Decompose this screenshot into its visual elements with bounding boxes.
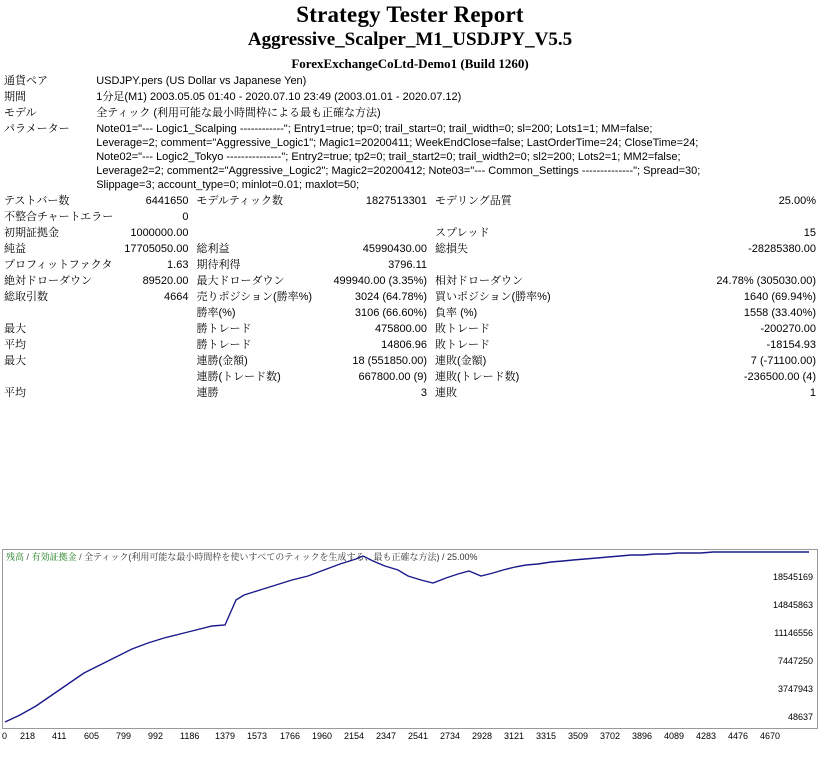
strategy-name: Aggressive_Scalper_M1_USDJPY_V5.5	[247, 29, 573, 50]
stat-label: 期待利得	[196, 259, 241, 271]
balance-line	[5, 552, 809, 722]
stat-value	[92, 385, 192, 401]
symbol-value: USDJPY.pers (US Dollar vs Japanese Yen)	[96, 75, 307, 87]
stat-value	[92, 305, 192, 321]
x-tick-label: 992	[148, 731, 164, 741]
table-row	[0, 241, 820, 257]
x-tick-label: 3509	[568, 731, 589, 741]
stat-value: 17705050.00	[124, 243, 189, 255]
stat-label: 不整合チャートエラー	[4, 211, 114, 223]
stat-label: 売りポジション(勝率%)	[196, 291, 313, 303]
table-row	[0, 273, 820, 289]
stat-label: 連敗	[435, 387, 458, 399]
legend-model: 全ティック(利用可能な最小時間枠を使いすべてのティックを生成する、最も正確な方法) / 25.00%	[84, 552, 478, 562]
legend-separator: /	[26, 552, 30, 562]
stat-value: -200270.00	[760, 323, 816, 335]
stat-label: モデルティック数	[196, 195, 284, 207]
model-value: 全ティック (利用可能な最小時間枠による最も正確な方法)	[96, 107, 381, 119]
chart-y-axis	[753, 550, 815, 728]
report-title-block	[0, 0, 820, 73]
stat-value: 1827513301	[365, 195, 428, 207]
stat-label: 最大	[4, 323, 26, 335]
x-tick-label: 4089	[664, 731, 685, 741]
stat-value	[311, 209, 431, 225]
stat-value: 1640 (69.94%)	[743, 291, 816, 303]
stat-value: 0	[182, 211, 189, 223]
parameter-line: Leverage=2; comment="Aggressive_Logic1"; Magic1=20200411; WeekEndClose=false; LastOrderTime=24; CloseTime=24;	[96, 137, 699, 149]
stat-value: 3	[420, 387, 428, 399]
stat-label: 最大ドローダウン	[196, 275, 285, 287]
table-row	[0, 105, 820, 121]
stat-value: 7 (-71100.00)	[750, 355, 816, 367]
stat-label: プロフィットファクタ	[4, 259, 113, 271]
table-row	[0, 353, 820, 369]
x-tick-label: 2734	[440, 731, 461, 741]
stat-value: 1	[809, 387, 816, 399]
stat-label: 相対ドローダウン	[435, 275, 524, 287]
stat-label: 連敗(トレード数)	[435, 371, 520, 383]
legend-separator: /	[79, 552, 82, 562]
table-row	[0, 209, 820, 225]
stat-value: 24.78% (305030.00)	[716, 275, 816, 287]
x-tick-label: 4670	[760, 731, 781, 741]
x-tick-label: 3896	[632, 731, 653, 741]
stat-value: 3024 (64.78%)	[354, 291, 428, 303]
equity-chart	[2, 549, 818, 729]
stat-value	[92, 321, 192, 337]
x-tick-label: 3315	[536, 731, 557, 741]
x-tick-label: 0	[2, 731, 8, 741]
x-tick-label: 799	[116, 731, 132, 741]
stat-value: 25.00%	[778, 195, 816, 207]
stat-value: 45990430.00	[362, 243, 428, 255]
chart-plot	[3, 550, 817, 728]
stat-value: 475800.00	[375, 323, 428, 335]
broker-build: ForexExchangeCoLtd-Demo1 (Build 1260)	[291, 56, 529, 71]
stat-label: 総損失	[435, 243, 469, 255]
stat-label	[192, 209, 310, 225]
stat-value	[92, 337, 192, 353]
stat-label: 敗トレード	[435, 323, 491, 335]
table-row	[0, 305, 820, 321]
stat-label	[0, 369, 92, 385]
stat-label	[431, 209, 581, 225]
x-tick-label: 3702	[600, 731, 621, 741]
y-tick-label: 48637	[787, 712, 813, 722]
stat-value: 1000000.00	[130, 227, 189, 239]
stat-value: 18 (551850.00)	[352, 355, 428, 367]
chart-x-axis	[2, 731, 818, 747]
parameters-label: パラメーター	[4, 123, 70, 135]
parameter-line: Note01="--- Logic1_Scalping ------------"; Entry1=true; tp=0; trail_start=0; trail_width=0; sl=200; Lots1=1; MM=false;	[96, 123, 653, 135]
stat-label: スプレッド	[435, 227, 490, 239]
stat-value: 14806.96	[381, 339, 428, 351]
y-tick-label: 18545169	[772, 572, 813, 582]
x-tick-label: 4283	[696, 731, 717, 741]
stat-label	[192, 225, 310, 241]
parameters-value	[92, 121, 820, 193]
stat-label: 買いポジション(勝率%)	[435, 291, 551, 303]
stat-label: 平均	[4, 339, 26, 351]
x-tick-label: 2928	[472, 731, 493, 741]
stat-value: 667800.00 (9)	[358, 371, 428, 383]
table-row	[0, 121, 820, 193]
stat-label: 連勝(トレード数)	[196, 371, 281, 383]
stat-value: 499940.00 (3.35%)	[333, 275, 428, 287]
stat-value	[581, 209, 820, 225]
y-tick-label: 11146556	[774, 628, 813, 638]
stat-label: モデリング品質	[435, 195, 512, 207]
table-row	[0, 257, 820, 273]
page-title: Strategy Tester Report	[296, 2, 524, 27]
x-tick-label: 1573	[247, 731, 268, 741]
stat-value: 89520.00	[142, 275, 189, 287]
stat-value: -28285380.00	[748, 243, 816, 255]
stat-label: 平均	[4, 387, 26, 399]
parameter-line: Note02="--- Logic2_Tokyo ---------------"; Entry2=true; tp2=0; trail_start2=0; trail_width2=0; sl2=200; Lots2=1; MM2=false;	[96, 151, 681, 163]
stat-label: 総取引数	[4, 291, 48, 303]
stat-label: 敗トレード	[435, 339, 491, 351]
table-row	[0, 369, 820, 385]
x-tick-label: 411	[52, 731, 67, 741]
table-row	[0, 289, 820, 305]
stat-value: 15	[803, 227, 816, 239]
y-tick-label: 3747943	[777, 684, 813, 694]
x-tick-label: 3121	[504, 731, 525, 741]
stat-value: 6441650	[145, 195, 189, 207]
stat-label: 最大	[4, 355, 26, 367]
x-tick-label: 1379	[215, 731, 236, 741]
period-value: 1分足(M1) 2003.05.05 01:40 - 2020.07.10 23:49 (2003.01.01 - 2020.07.12)	[96, 91, 462, 103]
stat-value	[311, 225, 431, 241]
stat-value	[581, 257, 820, 273]
x-tick-label: 4476	[728, 731, 749, 741]
report-stats-table	[0, 193, 820, 401]
stat-label: 勝トレード	[196, 323, 252, 335]
x-tick-label: 1186	[180, 731, 200, 741]
y-tick-label: 14845863	[772, 600, 813, 610]
legend-equity: 有効証拠金	[31, 552, 77, 562]
stat-label: 連敗(金額)	[435, 355, 487, 367]
model-label: モデル	[4, 107, 37, 119]
stat-value	[92, 369, 192, 385]
stat-value: -236500.00 (4)	[743, 371, 816, 383]
legend-balance: 残高	[6, 552, 25, 562]
x-tick-label: 2541	[408, 731, 429, 741]
stat-label: 連勝	[196, 387, 219, 399]
x-tick-label: 2347	[376, 731, 397, 741]
stat-label: テストバー数	[4, 195, 70, 207]
x-tick-label: 218	[20, 731, 36, 741]
table-row	[0, 225, 820, 241]
stat-label: 純益	[4, 243, 26, 255]
x-tick-label: 1766	[280, 731, 301, 741]
table-row	[0, 89, 820, 105]
x-tick-label: 605	[84, 731, 100, 741]
stat-label: 負率 (%)	[435, 307, 478, 319]
symbol-label: 通貨ペア	[4, 75, 48, 87]
stat-value: 3106 (66.60%)	[354, 307, 428, 319]
stat-label	[0, 305, 92, 321]
x-tick-label: 2154	[344, 731, 365, 741]
parameter-line: Leverage2=2; comment2="Aggressive_Logic2"; Magic2=20200412; Note03="--- Common_Settings --------------"; Spread=30;	[96, 165, 701, 177]
stat-label: 連勝(金額)	[196, 355, 248, 367]
stat-value	[92, 353, 192, 369]
stat-label: 初期証拠金	[4, 227, 59, 239]
table-row	[0, 73, 820, 89]
stat-label	[431, 257, 581, 273]
table-row	[0, 321, 820, 337]
report-header-table	[0, 73, 820, 193]
period-label: 期間	[4, 91, 26, 103]
stat-label: 勝トレード	[196, 339, 252, 351]
table-row	[0, 337, 820, 353]
stat-label: 絶対ドローダウン	[4, 275, 92, 287]
stat-label: 勝率(%)	[196, 307, 236, 319]
stat-label: 総利益	[196, 243, 230, 255]
x-tick-label: 1960	[312, 731, 333, 741]
parameter-line: Slippage=3; account_type=0; minlot=0.01; maxlot=50;	[96, 179, 360, 191]
table-row	[0, 385, 820, 401]
stat-value: 3796.11	[388, 259, 428, 271]
table-row	[0, 193, 820, 209]
stat-value: 1.63	[167, 259, 189, 271]
stat-value: -18154.93	[766, 339, 816, 351]
stat-value: 4664	[163, 291, 189, 303]
stat-value: 1558 (33.40%)	[743, 307, 816, 319]
y-tick-label: 7447250	[777, 656, 813, 666]
